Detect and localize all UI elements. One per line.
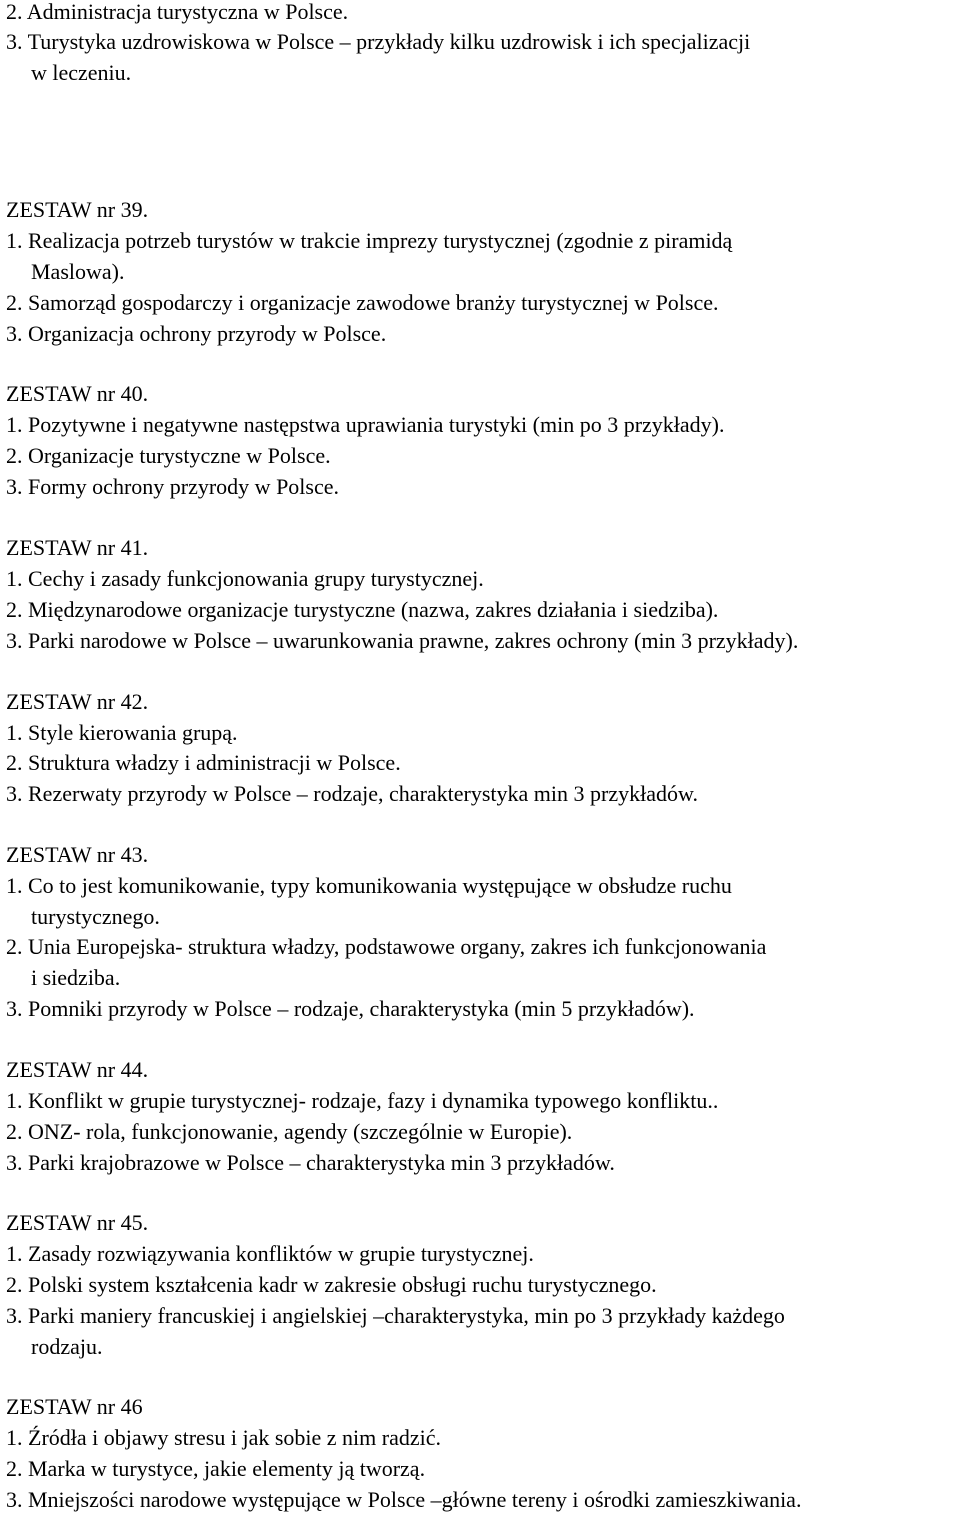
list-item: 2. Struktura władzy i administracji w Polsce.: [6, 750, 401, 775]
list-item-continuation: turystycznego.: [31, 904, 160, 929]
section-heading: ZESTAW nr 41.: [6, 535, 149, 560]
section-heading: ZESTAW nr 43.: [6, 842, 149, 867]
list-item: 3. Parki krajobrazowe w Polsce – charakterystyka min 3 przykładów.: [6, 1150, 615, 1175]
list-item: 3. Organizacja ochrony przyrody w Polsce.: [6, 321, 387, 346]
list-item: 2. Organizacje turystyczne w Polsce.: [6, 443, 331, 468]
list-item-continuation: i siedziba.: [31, 965, 121, 990]
section-heading: ZESTAW nr 42.: [6, 689, 149, 714]
section-heading: ZESTAW nr 44.: [6, 1057, 149, 1082]
section-heading: ZESTAW nr 39.: [6, 197, 149, 222]
list-item: 2. Unia Europejska- struktura władzy, podstawowe organy, zakres ich funkcjonowania: [6, 934, 767, 959]
list-item: 3. Parki narodowe w Polsce – uwarunkowania prawne, zakres ochrony (min 3 przykłady).: [6, 628, 799, 653]
list-item: 1. Realizacja potrzeb turystów w trakcie imprezy turystycznej (zgodnie z piramidą: [6, 228, 733, 253]
section-heading: ZESTAW nr 46: [6, 1394, 143, 1419]
list-item: 1. Pozytywne i negatywne następstwa uprawiania turystyki (min po 3 przykłady).: [6, 412, 725, 437]
list-item-continuation: w leczeniu.: [31, 60, 132, 85]
list-item: 1. Style kierowania grupą.: [6, 720, 238, 745]
list-item: 3. Rezerwaty przyrody w Polsce – rodzaje, charakterystyka min 3 przykładów.: [6, 781, 698, 806]
list-item: 3. Turystyka uzdrowiskowa w Polsce – przykłady kilku uzdrowisk i ich specjalizacji: [6, 29, 751, 54]
list-item: 1. Konflikt w grupie turystycznej- rodzaje, fazy i dynamika typowego konfliktu..: [6, 1088, 719, 1113]
list-item: 3. Pomniki przyrody w Polsce – rodzaje, charakterystyka (min 5 przykładów).: [6, 996, 695, 1021]
list-item: 2. Samorząd gospodarczy i organizacje zawodowe branży turystycznej w Polsce.: [6, 290, 719, 315]
list-item: 2. Międzynarodowe organizacje turystyczne (nazwa, zakres działania i siedziba).: [6, 597, 719, 622]
list-item: 3. Parki maniery francuskiej i angielskiej –charakterystyka, min po 3 przykłady każdego: [6, 1303, 785, 1328]
list-item: 2. Administracja turystyczna w Polsce.: [6, 0, 349, 24]
list-item: 1. Zasady rozwiązywania konfliktów w grupie turystycznej.: [6, 1241, 534, 1266]
list-item: 1. Cechy i zasady funkcjonowania grupy turystycznej.: [6, 566, 484, 591]
list-item: 3. Mniejszości narodowe występujące w Polsce –główne tereny i ośrodki zamieszkiwania.: [6, 1487, 802, 1512]
list-item: 2. Marka w turystyce, jakie elementy ją tworzą.: [6, 1456, 426, 1481]
list-item: 1. Źródła i objawy stresu i jak sobie z nim radzić.: [6, 1425, 441, 1450]
section-heading: ZESTAW nr 45.: [6, 1210, 149, 1235]
list-item: 2. ONZ- rola, funkcjonowanie, agendy (szczególnie w Europie).: [6, 1119, 573, 1144]
list-item: 1. Co to jest komunikowanie, typy komunikowania występujące w obsłudze ruchu: [6, 873, 732, 898]
list-item: 2. Polski system kształcenia kadr w zakresie obsługi ruchu turystycznego.: [6, 1272, 657, 1297]
list-item-continuation: rodzaju.: [31, 1334, 103, 1359]
list-item: 3. Formy ochrony przyrody w Polsce.: [6, 474, 340, 499]
section-heading: ZESTAW nr 40.: [6, 381, 149, 406]
list-item-continuation: Maslowa).: [31, 259, 125, 284]
